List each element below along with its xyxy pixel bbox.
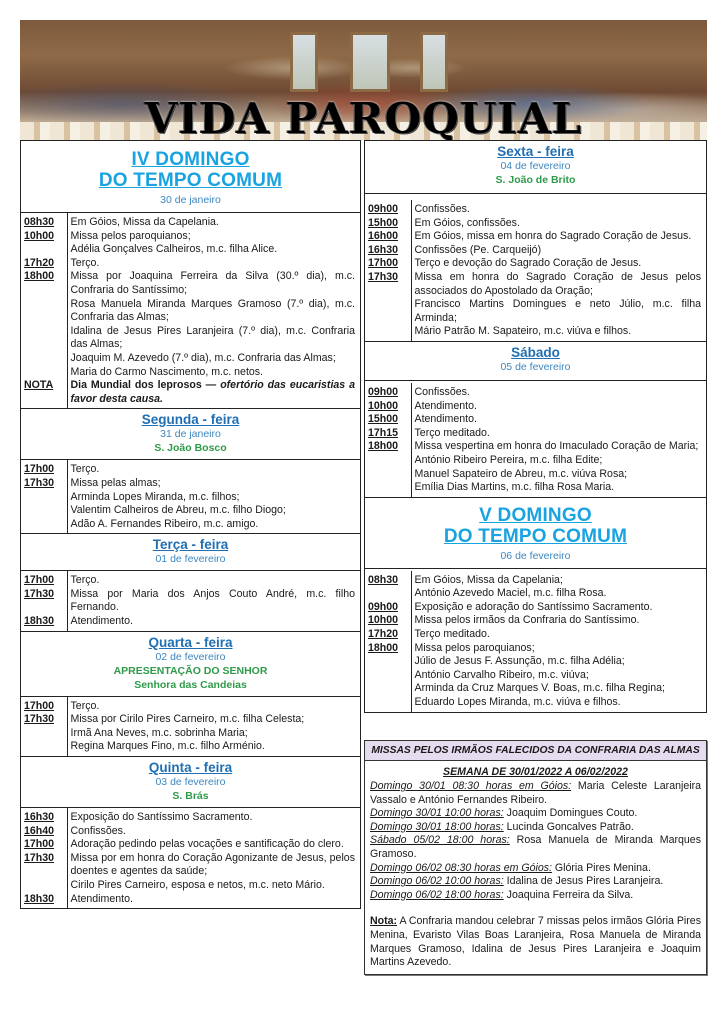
schedule-row xyxy=(21,230,360,244)
schedule-row xyxy=(21,893,360,909)
confraria-entry-text: Idalina de Jesus Pires Laranjeira. xyxy=(503,875,664,888)
schedule-row xyxy=(21,615,360,631)
schedule-time: 17h30 xyxy=(21,588,67,615)
schedule-row xyxy=(21,879,360,893)
schedule-text: Exposição e adoração do Santíssimo Sacramento. xyxy=(414,600,653,613)
schedule-text: Arminda Lopes Miranda, m.c. filhos; xyxy=(70,490,240,503)
confraria-entry xyxy=(370,875,701,889)
schedule-text: Atendimento. xyxy=(414,413,477,426)
day-header xyxy=(21,534,360,571)
note-text xyxy=(67,379,360,408)
schedule-text: Terço. xyxy=(70,463,100,476)
day-block-iv-domingo xyxy=(20,140,361,409)
confraria-box xyxy=(364,740,707,975)
schedule-row xyxy=(365,257,706,271)
schedule-text: António Ribeiro Pereira, m.c. filha Edite; xyxy=(414,453,603,466)
day-feast: APRESENTAÇÃO DO SENHOR xyxy=(113,664,268,677)
day-date: 02 de fevereiro xyxy=(155,650,226,663)
schedule-row xyxy=(365,230,706,244)
confraria-heading: MISSAS PELOS IRMÃOS FALECIDOS DA CONFRARIA DAS ALMAS xyxy=(365,741,706,761)
schedule-row xyxy=(365,468,706,482)
schedule-table xyxy=(365,571,706,712)
schedule-row xyxy=(21,352,360,366)
schedule-time xyxy=(21,366,67,380)
day-header xyxy=(21,141,360,213)
confraria-body xyxy=(365,780,706,974)
schedule-row xyxy=(21,504,360,518)
day-saint: Senhora das Candeias xyxy=(134,678,247,691)
schedule-row xyxy=(21,697,360,714)
page-title: VIDA PAROQUIAL xyxy=(144,94,583,140)
schedule-text: Irmã Ana Neves, m.c. sobrinha Maria; xyxy=(70,726,248,739)
schedule-row xyxy=(365,413,706,427)
schedule-text: Missa por em honra do Coração Agonizante de Jesus, pelos doentes e agentes da saúde; xyxy=(70,851,355,878)
schedule-time xyxy=(21,352,67,366)
schedule-table xyxy=(21,460,360,533)
day-block-sabado xyxy=(364,342,707,498)
schedule-row xyxy=(365,200,706,217)
schedule-time: 18h00 xyxy=(365,440,411,454)
schedule-text: Atendimento. xyxy=(70,615,133,628)
schedule-time xyxy=(21,504,67,518)
confraria-entry-label: Domingo 06/02 18:00 horas: xyxy=(370,888,504,901)
schedule-row xyxy=(21,270,360,297)
schedule-row xyxy=(21,325,360,352)
confraria-week: SEMANA DE 30/01/2022 A 06/02/2022 xyxy=(443,766,628,778)
note-label: NOTA xyxy=(21,379,67,408)
day-name: Sábado xyxy=(511,344,560,360)
sunday-title-line2: DO TEMPO COMUM xyxy=(98,170,283,191)
schedule-text: Arminda da Cruz Marques V. Boas, m.c. filha Regina; xyxy=(414,682,665,695)
schedule-text: Missa por Maria dos Anjos Couto André, m.c. filho Fernando. xyxy=(70,587,355,614)
schedule-row xyxy=(21,740,360,756)
schedule-row xyxy=(365,400,706,414)
schedule-row xyxy=(21,825,360,839)
schedule-time xyxy=(21,518,67,534)
schedule-text: Adélia Gonçalves Calheiros, m.c. filha Alice. xyxy=(70,243,278,256)
schedule-text: Eduardo Lopes Miranda, m.c. viúva e filhos. xyxy=(414,696,621,709)
schedule-time xyxy=(365,468,411,482)
schedule-row xyxy=(21,213,360,230)
schedule-time: 09h00 xyxy=(365,383,411,400)
schedule-row xyxy=(365,601,706,615)
schedule-text: Terço. xyxy=(70,699,100,712)
confraria-entry xyxy=(370,821,701,835)
schedule-row xyxy=(21,491,360,505)
day-block-segunda xyxy=(20,409,361,534)
schedule-text: Joaquim M. Azevedo (7.º dia), m.c. Confraria das Almas; xyxy=(70,351,336,364)
schedule-time: 18h00 xyxy=(21,270,67,297)
schedule-time xyxy=(365,655,411,669)
schedule-time: 18h30 xyxy=(21,615,67,631)
schedule-row xyxy=(21,460,360,477)
schedule-row xyxy=(365,655,706,669)
confraria-note-label: Nota: xyxy=(370,915,398,928)
confraria-entry xyxy=(370,889,701,903)
schedule-row xyxy=(365,271,706,298)
schedule-time: 10h00 xyxy=(365,614,411,628)
day-name: Terça - feira xyxy=(152,537,229,553)
confraria-entry-text: Lucinda Goncalves Patrão. xyxy=(503,820,634,833)
day-date: 01 de fevereiro xyxy=(155,553,226,566)
schedule-time: 18h30 xyxy=(21,893,67,909)
schedule-note-row xyxy=(21,379,360,408)
schedule-text: Adoração pedindo pelas vocações e santificação do clero. xyxy=(70,838,344,851)
schedule-table xyxy=(365,200,706,341)
day-saint: S. Brás xyxy=(172,790,209,803)
schedule-text: Terço e devoção do Sagrado Coração de Jesus. xyxy=(414,257,642,270)
schedule-text: Missa por Joaquina Ferreira da Silva (30.º dia), m.c. Confraria do Santíssimo; xyxy=(70,270,355,296)
schedule-text: Francisco Martins Domingues e neto Júlio, m.c. filha Arminda; xyxy=(414,298,701,324)
schedule-row xyxy=(21,366,360,380)
schedule-time xyxy=(365,696,411,712)
schedule-text: Missa vespertina em honra do Imaculado Coração de Maria; xyxy=(414,440,699,453)
day-date: 31 de janeiro xyxy=(160,428,221,441)
note-bold: Dia Mundial dos leprosos — xyxy=(70,379,221,392)
schedule-time: 08h30 xyxy=(21,213,67,230)
schedule-row xyxy=(21,518,360,534)
schedule-text: Atendimento. xyxy=(70,892,133,905)
banner-painting-windows xyxy=(280,32,460,92)
confraria-entry-label: Domingo 30/01 18:00 horas: xyxy=(370,820,504,833)
header-banner xyxy=(20,20,707,140)
schedule-row xyxy=(21,477,360,491)
confraria-note-text: A Confraria mandou celebrar 7 missas pelos irmãos Glória Pires Menina, Evaristo Vilas Boas Laranjeira, Rosa Manuela de Miranda Marques Gramoso, Idalina de Jesus Pires Laranjeira e Joaquim Martins Azevedo. xyxy=(370,915,701,969)
schedule-text: Exposição do Santíssimo Sacramento. xyxy=(70,811,253,824)
schedule-text: Confissões (Pe. Carqueijó) xyxy=(414,243,542,256)
confraria-entry-label: Sábado 05/02 18:00 horas: xyxy=(370,834,510,847)
schedule-time: 08h30 xyxy=(365,571,411,588)
schedule-text: Emília Dias Martins, m.c. filha Rosa Maria. xyxy=(414,481,615,494)
schedule-row xyxy=(365,571,706,588)
schedule-row xyxy=(365,325,706,341)
schedule-text: Manuel Sapateiro de Abreu, m.c. viúva Rosa; xyxy=(414,467,628,480)
schedule-text: Idalina de Jesus Pires Laranjeira (7.º dia), m.c. Confraria das Almas; xyxy=(70,324,355,351)
day-block-v-domingo xyxy=(364,498,707,713)
schedule-time: 17h20 xyxy=(365,628,411,642)
schedule-text: Terço meditado. xyxy=(414,426,490,439)
schedule-text: Em Góios, missa em honra do Sagrado Coração de Jesus. xyxy=(414,230,692,243)
schedule-row xyxy=(365,669,706,683)
schedule-time xyxy=(21,740,67,756)
schedule-row xyxy=(21,298,360,325)
day-block-quinta xyxy=(20,757,361,909)
confraria-entry xyxy=(370,780,701,807)
schedule-row xyxy=(365,244,706,258)
confraria-entry-label: Domingo 06/02 08:30 horas em Góios: xyxy=(370,861,552,874)
schedule-text: Missa pelos paroquianos; xyxy=(70,229,191,242)
schedule-time: 17h00 xyxy=(365,257,411,271)
sunday-title-line2: DO TEMPO COMUM xyxy=(443,525,628,547)
schedule-row xyxy=(365,696,706,712)
schedule-text: Confissões. xyxy=(70,824,126,837)
schedule-text: Valentim Calheiros de Abreu, m.c. filho Diogo; xyxy=(70,504,286,517)
schedule-text: Confissões. xyxy=(414,203,470,215)
confraria-entry-text: Rosa Manuela de Miranda Marques Gramoso. xyxy=(370,834,701,860)
confraria-entry xyxy=(370,834,701,861)
schedule-table xyxy=(365,383,706,497)
schedule-text: Em Góios, confissões. xyxy=(414,216,520,229)
schedule-time: 09h00 xyxy=(365,200,411,217)
schedule-time: 17h30 xyxy=(21,713,67,727)
schedule-row xyxy=(21,571,360,588)
schedule-time: 17h30 xyxy=(365,271,411,298)
schedule-time xyxy=(21,727,67,741)
schedule-text: Terço meditado. xyxy=(414,628,490,641)
schedule-row xyxy=(21,713,360,727)
note-italic: ofertório das eucaristias a favor desta causa. xyxy=(70,379,355,405)
schedule-time: 17h15 xyxy=(365,427,411,441)
schedule-text: Missa pelas almas; xyxy=(70,476,161,489)
schedule-time xyxy=(365,298,411,325)
schedule-time xyxy=(365,454,411,468)
schedule-text: Adão A. Fernandes Ribeiro, m.c. amigo. xyxy=(70,517,259,530)
schedule-text: Mário Patrão M. Sapateiro, m.c. viúva e filhos. xyxy=(414,325,632,338)
schedule-time: 17h00 xyxy=(21,460,67,477)
schedule-text: Missa por Cirilo Pires Carneiro, m.c. filha Celesta; xyxy=(70,713,305,726)
confraria-entry-text: Joaquim Domingues Couto. xyxy=(503,807,638,820)
schedule-time: 17h00 xyxy=(21,571,67,588)
confraria-entry-label: Domingo 30/01 10:00 horas: xyxy=(370,807,504,820)
schedule-row xyxy=(365,427,706,441)
schedule-row xyxy=(365,587,706,601)
left-column xyxy=(20,140,361,909)
day-name: Segunda - feira xyxy=(141,412,240,428)
schedule-text: António Carvalho Ribeiro, m.c. viúva; xyxy=(414,668,589,681)
day-header xyxy=(365,498,706,569)
confraria-entry-text: Maria Celeste Laranjeira Vassalo e António Fernandes Ribeiro. xyxy=(370,780,701,806)
schedule-table xyxy=(21,697,360,756)
day-date: 06 de fevereiro xyxy=(500,549,571,562)
schedule-time: 16h00 xyxy=(365,230,411,244)
schedule-time xyxy=(21,491,67,505)
schedule-time xyxy=(21,325,67,352)
schedule-text: Regina Marques Fino, m.c. filho Arménio. xyxy=(70,740,265,753)
schedule-time: 10h00 xyxy=(21,230,67,244)
schedule-time xyxy=(365,587,411,601)
schedule-text: Maria do Carmo Nascimento, m.c. netos. xyxy=(70,365,264,378)
schedule-text: Rosa Manuela Miranda Marques Gramoso (7.º dia), m.c. Confraria das Almas; xyxy=(70,297,355,324)
schedule-time: 17h20 xyxy=(21,257,67,271)
schedule-time xyxy=(365,325,411,341)
day-header xyxy=(365,141,706,194)
schedule-row xyxy=(365,481,706,497)
schedule-time: 09h00 xyxy=(365,601,411,615)
schedule-time: 10h00 xyxy=(365,400,411,414)
sunday-title-line1: IV DOMINGO xyxy=(131,149,250,170)
schedule-time xyxy=(365,481,411,497)
schedule-time: 18h00 xyxy=(365,642,411,656)
day-date: 03 de fevereiro xyxy=(155,776,226,789)
confraria-entry-label: Domingo 06/02 10:00 horas: xyxy=(370,875,504,888)
schedule-row xyxy=(365,440,706,454)
confraria-entry xyxy=(370,807,701,821)
schedule-text: Em Góios, Missa da Capelania; xyxy=(414,573,563,586)
schedule-text: Atendimento. xyxy=(414,399,477,412)
day-header xyxy=(21,409,360,460)
schedule-time: 17h00 xyxy=(21,697,67,714)
schedule-time: 15h00 xyxy=(365,217,411,231)
schedule-table xyxy=(21,808,360,908)
schedule-text: Missa em honra do Sagrado Coração de Jesus pelos associados do Apostolado da Oração; xyxy=(414,270,701,297)
schedule-time xyxy=(365,669,411,683)
confraria-entry-label: Domingo 30/01 08:30 horas em Góios: xyxy=(370,780,572,792)
day-header xyxy=(365,342,706,381)
schedule-text: Confissões. xyxy=(414,385,470,398)
day-name: Sexta - feira xyxy=(497,144,574,159)
schedule-text: Júlio de Jesus F. Assunção, m.c. filha Adélia; xyxy=(414,655,625,668)
schedule-row xyxy=(21,838,360,852)
schedule-row xyxy=(365,454,706,468)
schedule-table xyxy=(21,213,360,408)
schedule-text: Cirilo Pires Carneiro, esposa e netos, m.c. neto Mário. xyxy=(70,879,325,891)
day-block-terca xyxy=(20,534,361,631)
day-block-quarta xyxy=(20,632,361,757)
schedule-row xyxy=(21,588,360,615)
schedule-time: 16h30 xyxy=(21,808,67,825)
day-date: 30 de janeiro xyxy=(160,194,221,206)
schedule-row xyxy=(21,852,360,879)
schedule-time xyxy=(365,682,411,696)
day-header xyxy=(21,757,360,808)
schedule-text: Missa pelos irmãos da Confraria do Santíssimo. xyxy=(414,614,640,627)
schedule-time: 16h30 xyxy=(365,244,411,258)
day-date: 05 de fevereiro xyxy=(500,360,571,373)
schedule-time xyxy=(21,879,67,893)
schedule-text: António Azevedo Maciel, m.c. filha Rosa. xyxy=(414,587,607,600)
schedule-row xyxy=(21,727,360,741)
schedule-row xyxy=(365,642,706,656)
schedule-text: Terço. xyxy=(70,574,100,587)
day-saint: S. João Bosco xyxy=(154,442,227,455)
schedule-row xyxy=(365,298,706,325)
schedule-time: 15h00 xyxy=(365,413,411,427)
day-block-sexta xyxy=(364,140,707,342)
schedule-time xyxy=(21,298,67,325)
schedule-text: Em Góios, Missa da Capelania. xyxy=(70,216,219,228)
day-name: Quinta - feira xyxy=(148,760,233,776)
confraria-entry-text: Glória Pires Menina. xyxy=(551,861,651,874)
schedule-row xyxy=(365,682,706,696)
schedule-time xyxy=(21,243,67,257)
schedule-table xyxy=(21,571,360,630)
schedule-time: 17h00 xyxy=(21,838,67,852)
schedule-text: Terço. xyxy=(70,256,100,269)
schedule-row xyxy=(365,217,706,231)
confraria-entry-text: Joaquina Ferreira da Silva. xyxy=(503,888,634,901)
schedule-row xyxy=(365,614,706,628)
schedule-row xyxy=(21,257,360,271)
confraria-entries xyxy=(370,780,701,902)
schedule-time: 17h30 xyxy=(21,477,67,491)
schedule-row xyxy=(365,628,706,642)
schedule-time: 17h30 xyxy=(21,852,67,879)
schedule-row xyxy=(21,808,360,825)
schedule-text: Missa pelos paroquianos; xyxy=(414,641,535,654)
day-name: Quarta - feira xyxy=(148,634,233,650)
schedule-time: 16h40 xyxy=(21,825,67,839)
day-saint: S. João de Brito xyxy=(495,174,576,186)
confraria-entry xyxy=(370,862,701,876)
day-date: 04 de fevereiro xyxy=(500,160,571,172)
sunday-title-line1: V DOMINGO xyxy=(479,504,592,526)
confraria-note xyxy=(370,915,701,969)
schedule-row xyxy=(365,383,706,400)
right-column xyxy=(364,140,707,713)
schedule-row xyxy=(21,243,360,257)
day-header xyxy=(21,632,360,697)
